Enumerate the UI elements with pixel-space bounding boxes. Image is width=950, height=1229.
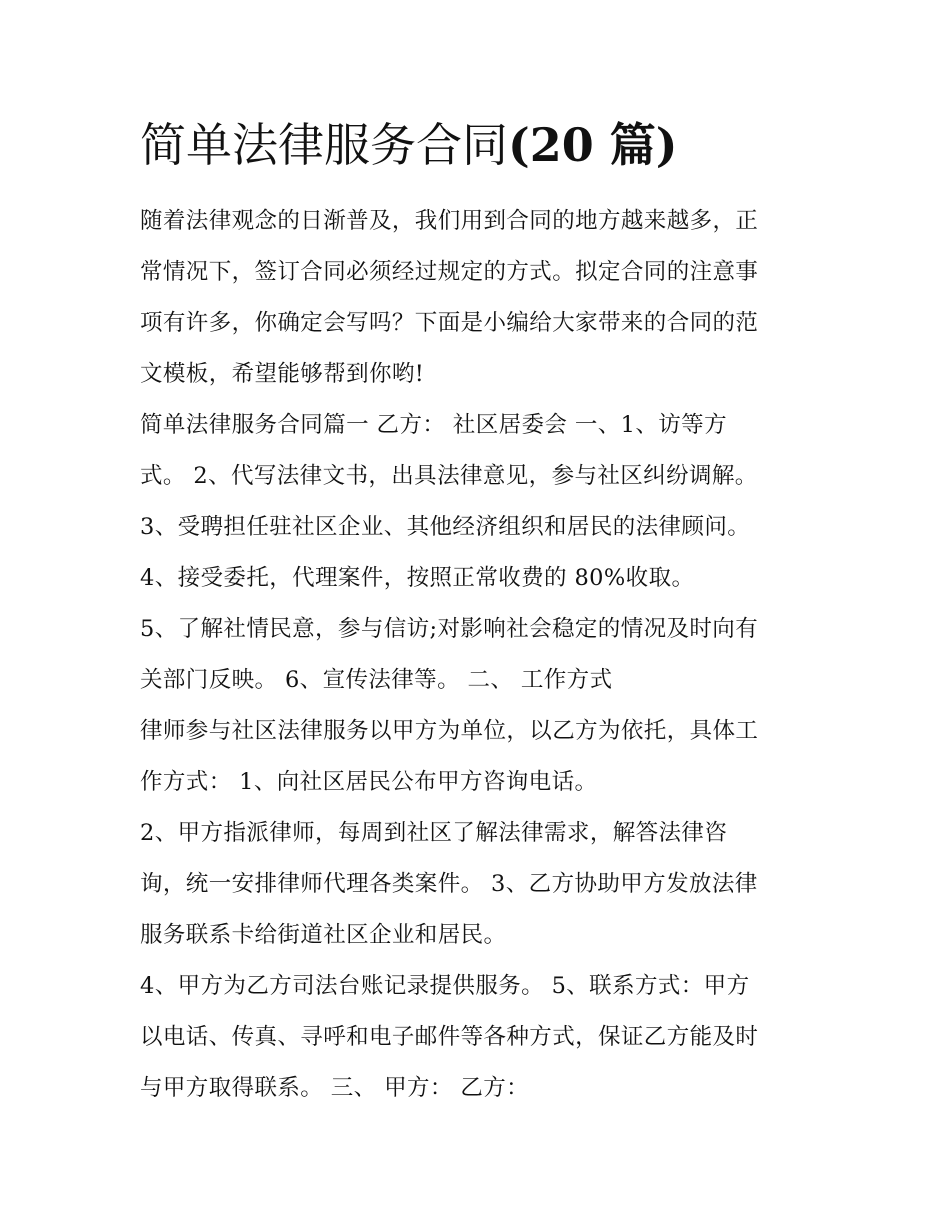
- body-line: 律师参与社区法律服务以甲方为单位，以乙方为依托，具体工: [140, 718, 759, 744]
- title-suffix: (20 篇): [508, 118, 678, 172]
- body-line: 3、受聘担任驻社区企业、其他经济组织和居民的法律顾问。: [140, 514, 751, 540]
- body-line: 随着法律观念的日渐普及，我们用到合同的地方越来越多，正: [140, 208, 759, 234]
- body-line: 与甲方取得联系。 三、 甲方： 乙方：: [140, 1075, 530, 1101]
- body-line: 常情况下，签订合同必须经过规定的方式。拟定合同的注意事: [140, 259, 759, 285]
- body-line: 2、甲方指派律师，每周到社区了解法律需求，解答法律咨: [140, 820, 728, 846]
- body-line: 4、甲方为乙方司法台账记录提供服务。 5、联系方式：甲方: [140, 973, 750, 999]
- body-line: 简单法律服务合同篇一 乙方： 社区居委会 一、1、访等方: [140, 412, 727, 438]
- body-line: 项有许多，你确定会写吗？下面是小编给大家带来的合同的范: [140, 310, 759, 336]
- body-line: 文模板，希望能够帮到你哟!: [140, 361, 425, 387]
- body-line: 4、接受委托，代理案件，按照正常收费的 80%收取。: [140, 565, 695, 591]
- document-title: [140, 112, 820, 178]
- document-body: [140, 196, 820, 1114]
- body-line: 以电话、传真、寻呼和电子邮件等各种方式，保证乙方能及时: [140, 1024, 759, 1050]
- body-line: 询，统一安排律师代理各类案件。 3、乙方协助甲方发放法律: [140, 871, 758, 897]
- body-line: 5、了解社情民意，参与信访;对影响社会稳定的情况及时向有: [140, 616, 759, 642]
- body-line: 作方式： 1、向社区居民公布甲方咨询电话。: [140, 769, 598, 795]
- title-main: 简单法律服务合同: [140, 118, 508, 172]
- body-line: 关部门反映。 6、宣传法律等。 二、 工作方式: [140, 667, 613, 693]
- body-line: 服务联系卡给街道社区企业和居民。: [140, 922, 507, 948]
- body-line: 式。 2、代写法律文书，出具法律意见，参与社区纠纷调解。: [140, 463, 758, 489]
